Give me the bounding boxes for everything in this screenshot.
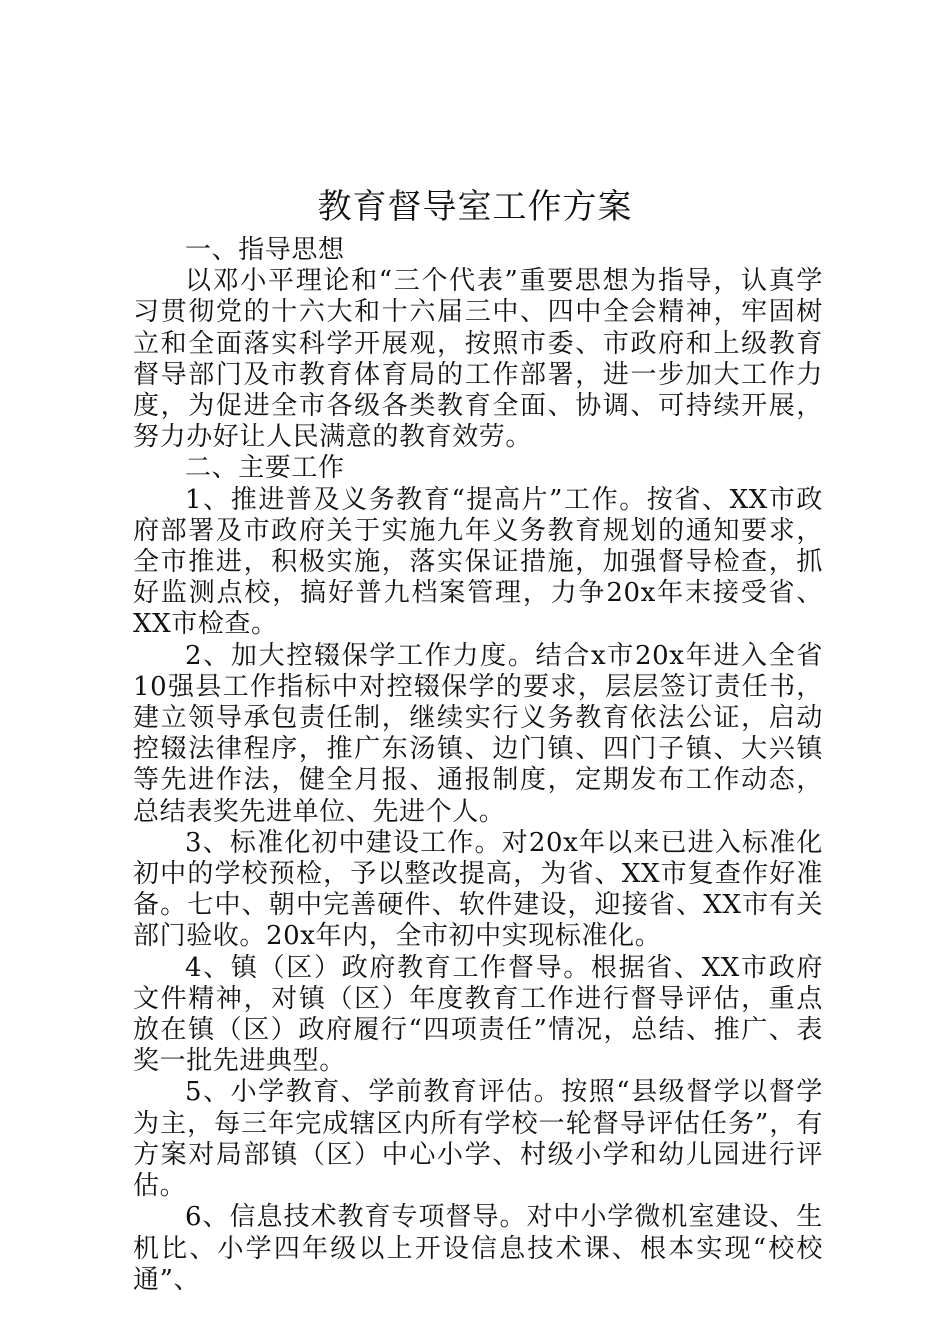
- paragraph-item-1: 1、推进普及义务教育“提高片”工作。按省、XX市政府部署及市政府关于实施九年义务教育规划的通知要求，全市推进，积极实施，落实保证措施，加强督导检查，抓好监测点校，搞好普九档案管理，力争20x年末接受省、XX市检查。: [133, 484, 823, 640]
- section-heading-main-work: 二、主要工作: [185, 453, 345, 484]
- paragraph-item-6: 6、信息技术教育专项督导。对中小学微机室建设、生机比、小学四年级以上开设信息技术课、根本实现“校校通”、: [133, 1202, 823, 1295]
- paragraph-item-5: 5、小学教育、学前教育评估。按照“县级督学以督学为主，每三年完成辖区内所有学校一轮督导评估任务”，有方案对局部镇（区）中心小学、村级小学和幼儿园进行评估。: [133, 1077, 823, 1202]
- paragraph-item-4: 4、镇（区）政府教育工作督导。根据省、XX市政府文件精神，对镇（区）年度教育工作进行督导评估，重点放在镇（区）政府履行“四项责任”情况，总结、推广、表奖一批先进典型。: [133, 952, 823, 1077]
- section-heading-guiding-thought: 一、指导思想: [185, 235, 345, 265]
- paragraph-guiding-thought: 以邓小平理论和“三个代表”重要思想为指导，认真学习贯彻党的十六大和十六届三中、四中全会精神，牢固树立和全面落实科学开展观，按照市委、市政府和上级教育督导部门及市教育体育局的工作部署，进一步加大工作力度，为促进全市各级各类教育全面、协调、可持续开展，努力办好让人民满意的教育效劳。: [133, 266, 823, 453]
- paragraph-item-3: 3、标准化初中建设工作。对20x年以来已进入标准化初中的学校预检，予以整改提高，为省、XX市复查作好准备。七中、朝中完善硬件、软件建设，迎接省、XX市有关部门验收。20x年内，全市初中实现标准化。: [133, 827, 823, 952]
- document-body: [133, 235, 823, 1296]
- paragraph-item-2: 2、加大控辍保学工作力度。结合x市20x年进入全省10强县工作指标中对控辍保学的要求，层层签订责任书，建立领导承包责任制，继续实行义务教育依法公证，启动控辍法律程序，推广东汤镇、边门镇、四门子镇、大兴镇等先进作法，健全月报、通报制度，定期发布工作动态，总结表奖先进单位、先进个人。: [133, 640, 823, 827]
- document-title: 教育督导室工作方案: [317, 187, 633, 227]
